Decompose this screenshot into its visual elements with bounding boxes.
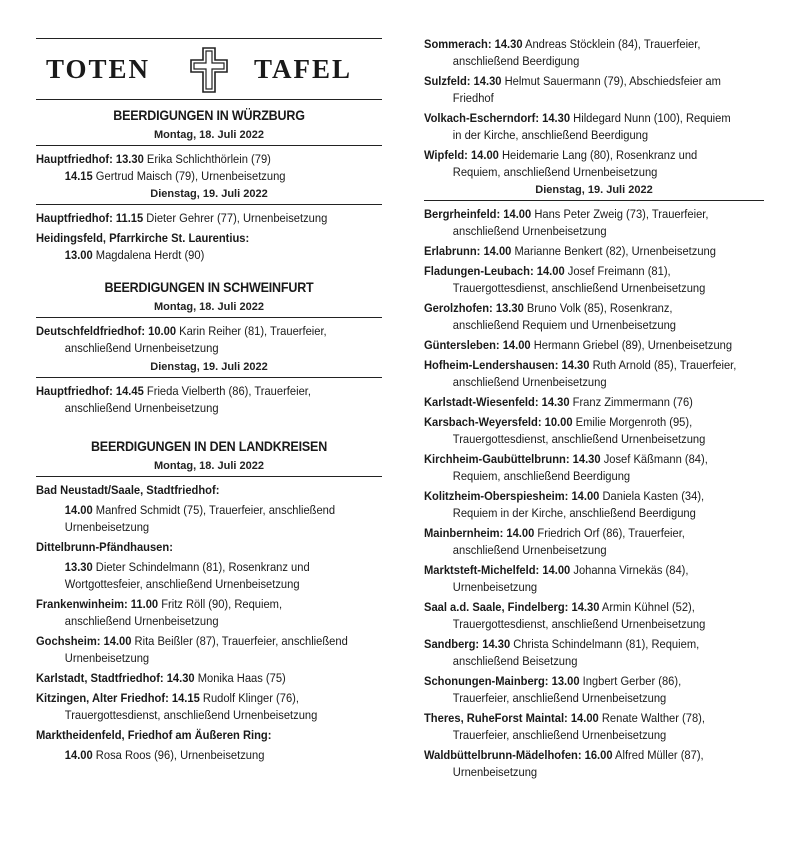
notice-entry: Mainbernheim: 14.00 Friedrich Orf (86), Trauerfeier, anschließend Urnenbeisetzung [424,526,685,557]
divider [424,200,764,201]
notice-entry: Schonungen-Mainberg: 13.00 Ingbert Gerber (86), Trauerfeier, anschließend Urnenbeisetzung [424,674,682,705]
divider [36,476,382,477]
divider [36,204,382,205]
right-column [424,36,764,784]
notice-entry: Kitzingen, Alter Friedhof: 14.15 Rudolf Klinger (76), Trauergottesdienst, anschließend Urnenbeisetzung [36,691,318,722]
notice-entry: Kirchheim-Gaubüttelbrunn: 14.30 Josef Käßmann (84), Requiem, anschließend Beerdigung [424,452,708,483]
notice-entry: Hofheim-Lendershausen: 14.30 Ruth Arnold (85), Trauerfeier, anschließend Urnenbeisetzung [424,358,737,389]
landkreise-entries [36,482,382,764]
right-top-entries [424,36,764,181]
notice-entry: Hauptfriedhof: 14.45 Frieda Vielberth (86), Trauerfeier, anschließend Urnenbeisetzung [36,384,311,415]
notice-entry: Güntersleben: 14.00 Hermann Griebel (89), Urnenbeisetzung [424,338,733,352]
divider [36,377,382,378]
notice-entry: Frankenwinheim: 11.00 Fritz Röll (90), Requiem, anschließend Urnenbeisetzung [36,597,283,628]
notice-entry: Fladungen-Leubach: 14.00 Josef Freimann (81), Trauergottesdienst, anschließend Urnenbeisetzung [424,264,706,295]
notice-entry: Heidingsfeld, Pfarrkirche St. Laurentius: 13.00 Magdalena Herdt (90) [36,231,250,262]
notice-entry: 14.00 Rosa Roos (96), Urnenbeisetzung [64,748,265,762]
notice-entry: Sandberg: 14.30 Christa Schindelmann (81), Requiem, anschließend Beisetzung [424,637,700,668]
cross-icon [184,39,234,99]
notice-entry: Deutschfeldfriedhof: 10.00 Karin Reiher (81), Trauerfeier, anschließend Urnenbeisetzung [36,324,327,355]
notice-entry: Hauptfriedhof: 11.15 Dieter Gehrer (77), Urnenbeisetzung [36,211,328,225]
section-title-landkreise: BEERDIGUNGEN IN DEN LANDKREISEN [90,439,328,454]
notice-entry: Volkach-Escherndorf: 14.30 Hildegard Nunn (100), Requiem in der Kirche, anschließend Beerdigung [424,111,731,142]
notice-entry: Bergrheinfeld: 14.00 Hans Peter Zweig (73), Trauerfeier, anschließend Urnenbeisetzung [424,207,709,238]
left-column [36,108,382,767]
day-heading: Dienstag, 19. Juli 2022 [150,188,268,200]
notice-entry: Gochsheim: 14.00 Rita Beißler (87), Trauerfeier, anschließend Urnenbeisetzung [36,634,348,665]
notice-entry: Bad Neustadt/Saale, Stadtfriedhof: [36,483,220,497]
header-word-right: TAFEL [254,54,353,84]
day-heading: Montag, 18. Juli 2022 [153,129,265,141]
notice-entry: Marktheidenfeld, Friedhof am Äußeren Ring: [36,728,272,742]
notice-entry: Dittelbrunn-Pfändhausen: [36,540,173,554]
day-heading: Dienstag, 19. Juli 2022 [535,184,653,196]
notice-entry: 14.00 Manfred Schmidt (75), Trauerfeier, anschließend Urnenbeisetzung [64,503,336,534]
right-entries [424,206,764,781]
section-title-wuerzburg: BEERDIGUNGEN IN WÜRZBURG [113,108,305,123]
notice-entry: Wipfeld: 14.00 Heidemarie Lang (80), Rosenkranz und Requiem, anschließend Urnenbeisetzung [424,148,698,179]
notice-entry: Karlstadt-Wiesenfeld: 14.30 Franz Zimmermann (76) [424,395,693,409]
notice-entry: Saal a.d. Saale, Findelberg: 14.30 Armin Kühnel (52), Trauergottesdienst, anschließend Urnenbeisetzung [424,600,706,631]
notice-entry: Sommerach: 14.30 Andreas Stöcklein (84), Trauerfeier, anschließend Beerdigung [424,37,701,68]
day-heading: Dienstag, 19. Juli 2022 [150,361,268,373]
notice-entry: Theres, RuheForst Maintal: 14.00 Renate Walther (78), Trauerfeier, anschließend Urnenbeisetzung [424,711,705,742]
header-bottom-rule [36,99,382,100]
day-heading: Montag, 18. Juli 2022 [153,460,265,472]
notice-entry: Erlabrunn: 14.00 Marianne Benkert (82), Urnenbeisetzung [424,244,716,258]
totentafel-header [36,38,382,100]
notice-entry: Hauptfriedhof: 13.30 Erika Schlichthörlein (79) 14.15 Gertrud Maisch (79), Urnenbeisetzung [36,152,286,183]
notice-entry: Marktsteft-Michelfeld: 14.00 Johanna Virnekäs (84), Urnenbeisetzung [424,563,689,594]
notice-entry: 13.30 Dieter Schindelmann (81), Rosenkranz und Wortgottesfeier, anschließend Urnenbeisetzung [64,560,310,591]
notice-entry: Sulzfeld: 14.30 Helmut Sauermann (79), Abschiedsfeier am Friedhof [424,74,721,105]
notice-entry: Waldbüttelbrunn-Mädelhofen: 16.00 Alfred Müller (87), Urnenbeisetzung [424,748,704,779]
header-word-left: TOTEN [46,54,151,84]
divider [36,317,382,318]
notice-entry: Karsbach-Weyersfeld: 10.00 Emilie Morgenroth (95), Trauergottesdienst, anschließend Urnenbeisetzung [424,415,706,446]
notice-entry: Kolitzheim-Oberspiesheim: 14.00 Daniela Kasten (34), Requiem in der Kirche, anschließend Beerdigung [424,489,705,520]
notice-entry: Karlstadt, Stadtfriedhof: 14.30 Monika Haas (75) [36,671,286,685]
day-heading: Montag, 18. Juli 2022 [153,301,265,313]
notice-entry: Gerolzhofen: 13.30 Bruno Volk (85), Rosenkranz, anschließend Requiem und Urnenbeisetzung [424,301,676,332]
section-title-schweinfurt: BEERDIGUNGEN IN SCHWEINFURT [104,280,314,295]
divider [36,145,382,146]
